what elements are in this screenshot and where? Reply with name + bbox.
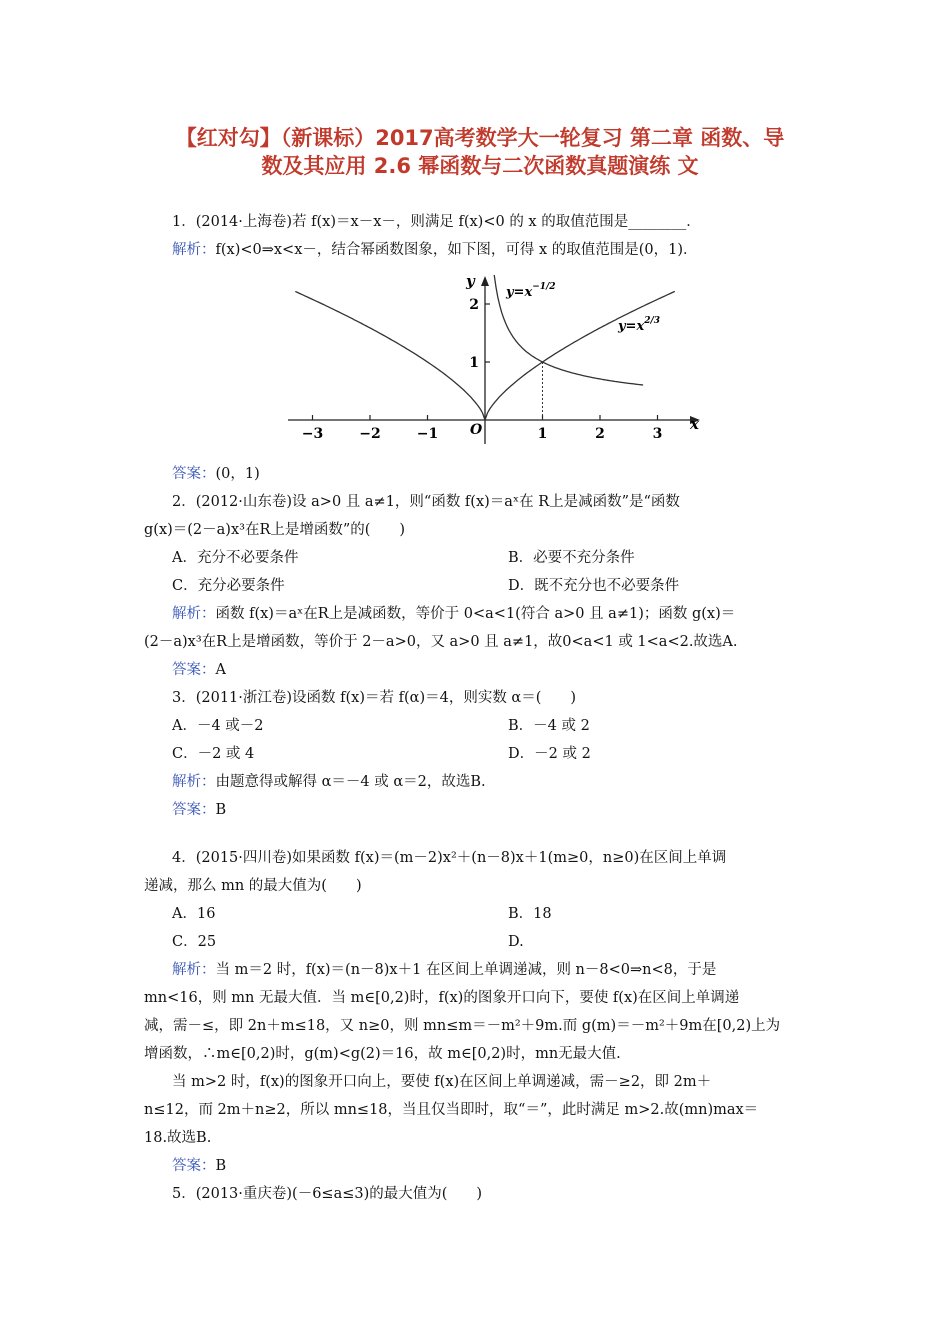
q1-solution-label: 解析： [172,242,216,258]
y-axis-label: y [466,272,475,290]
q4-answer-label: 答案： [172,1158,216,1174]
q5-stem: 5．(2013·重庆卷)(－6≤a≤3)的最大值为( ) [172,1186,483,1202]
q3-option-a: A．－4 或－2 [172,718,264,734]
x-axis-label: x [690,415,699,433]
q2-option-a: A．充分不必要条件 [172,550,299,566]
title-line-1: 【红对勾】（新课标）2017高考数学大一轮复习 第二章 函数、导 [175,126,785,150]
q4-answer [172,1156,226,1176]
q2-answer [172,660,226,680]
q4-stem-line2: 递减，那么 mn 的最大值为( ) [144,878,362,894]
x-axis [288,416,700,424]
q4-solution-line4: 增函数，∴m∈[0,2)时，g(m)<g(2)＝16，故 m∈[0,2)时，mn无最大值. [144,1046,621,1062]
q3-answer-label: 答案： [172,802,216,818]
q4-solution-line1 [172,960,716,980]
q1-answer-value: (0，1) [215,466,260,482]
q1-solution [172,240,698,260]
q3-solution-label: 解析： [172,774,216,790]
q2-answer-label: 答案： [172,662,216,678]
q4-solution-text1: 当 m＝2 时，f(x)＝(n－8)x＋1 在区间上单调递减，则 n－8<0⇒n<8，于是 [215,962,717,978]
q3-solution [172,772,486,792]
x-tick-label: −2 [359,426,381,442]
q2-answer-value: A [215,662,226,678]
q3-answer-value: B [215,802,227,818]
y-tick-label: 1 [469,355,479,371]
x-tick-label: 2 [595,426,605,442]
q4-solution-line7: 18.故选B. [144,1130,212,1146]
label-y-x-neg-half: $y=x^{-1/2}$ [506,282,556,300]
x-tick-label: 3 [652,426,663,442]
q2-solution-line2: (2－a)x³在R上是增函数，等价于 2－a>0，又 a>0 且 a≠1，故0<a<1 或 1<a<2.故选A. [144,634,738,650]
q2-option-c: C．充分必要条件 [172,578,285,594]
title-line-2: 数及其应用 2.6 幂函数与二次函数真题演练 文 [261,154,699,178]
q4-option-d: D. [508,934,524,950]
q2-stem-line2: g(x)＝(2－a)x³在R上是增函数”的( ) [144,522,406,538]
q3-stem: 3．(2011·浙江卷)设函数 f(x)＝若 f(α)＝4，则实数 α＝( ) [172,690,577,706]
q4-solution-line5: 当 m>2 时，f(x)的图象开口向上，要使 f(x)在区间上单调递减，需－≥2，即 2m＋ [172,1074,712,1090]
q4-option-a: A．16 [172,906,216,922]
q3-option-d: D．－2 或 2 [508,746,591,762]
x-tick-label: −3 [301,426,324,442]
q3-answer [172,800,226,820]
q2-option-d: D．既不充分也不必要条件 [508,578,680,594]
q4-answer-value: B [215,1158,227,1174]
q4-option-c: C．25 [172,934,217,950]
q4-stem-line1: 4．(2015·四川卷)如果函数 f(x)＝(m－2)x²＋(n－8)x＋1(m≥0，n≥0)在区间上单调 [172,850,727,866]
label-y-x-two-thirds: $y=x^{2/3}$ [618,316,661,334]
q3-solution-text: 由题意得或解得 α＝－4 或 α＝2，故选B. [215,774,486,790]
x-tick-label: 1 [537,426,548,442]
q3-option-b: B．－4 或 2 [508,718,590,734]
page-title [140,124,820,180]
q2-option-b: B．必要不充分条件 [508,550,635,566]
y-tick-label: 2 [469,297,479,313]
q2-stem-line1: 2．(2012·山东卷)设 a>0 且 a≠1，则“函数 f(x)＝aˣ在 R上是减函数”是“函数 [172,494,680,510]
q2-solution-label: 解析： [172,606,216,622]
q1-answer [172,464,260,484]
x-tick-label: −1 [416,426,439,442]
q4-solution-line6: n≤12，而 2m＋n≥2，所以 mn≤18，当且仅当即时，取“＝”，此时满足 m>2.故(mn)max＝ [144,1102,759,1118]
q1-solution-text: f(x)<0⇒x<x－，结合幂函数图象，如下图，可得 x 的取值范围是(0，1)． [215,242,698,258]
q1-answer-label: 答案： [172,466,216,482]
power-function-graph [280,272,710,450]
q2-solution-text1: 函数 f(x)＝aˣ在R上是减函数，等价于 0<a<1(符合 a>0 且 a≠1)；函数 g(x)＝ [215,606,736,622]
q2-solution-line1 [172,604,735,624]
q4-solution-label: 解析： [172,962,216,978]
q3-option-c: C．－2 或 4 [172,746,255,762]
q4-solution-line2: mn<16，则 mn 无最大值．当 m∈[0,2)时，f(x)的图象开口向下，要使 f(x)在区间上单调递 [144,990,740,1006]
origin-label: O [470,422,483,438]
q1-stem: 1．(2014·上海卷)若 f(x)＝x－x－，则满足 f(x)<0 的 x 的取值范围是________． [172,214,701,230]
q4-option-b: B．18 [508,906,552,922]
q4-solution-line3: 减，需－≤，即 2n＋m≤18，又 n≥0，则 mn≤m＝－m²＋9m.而 g(m)＝－m²＋9m在[0,2)上为 [144,1018,781,1034]
